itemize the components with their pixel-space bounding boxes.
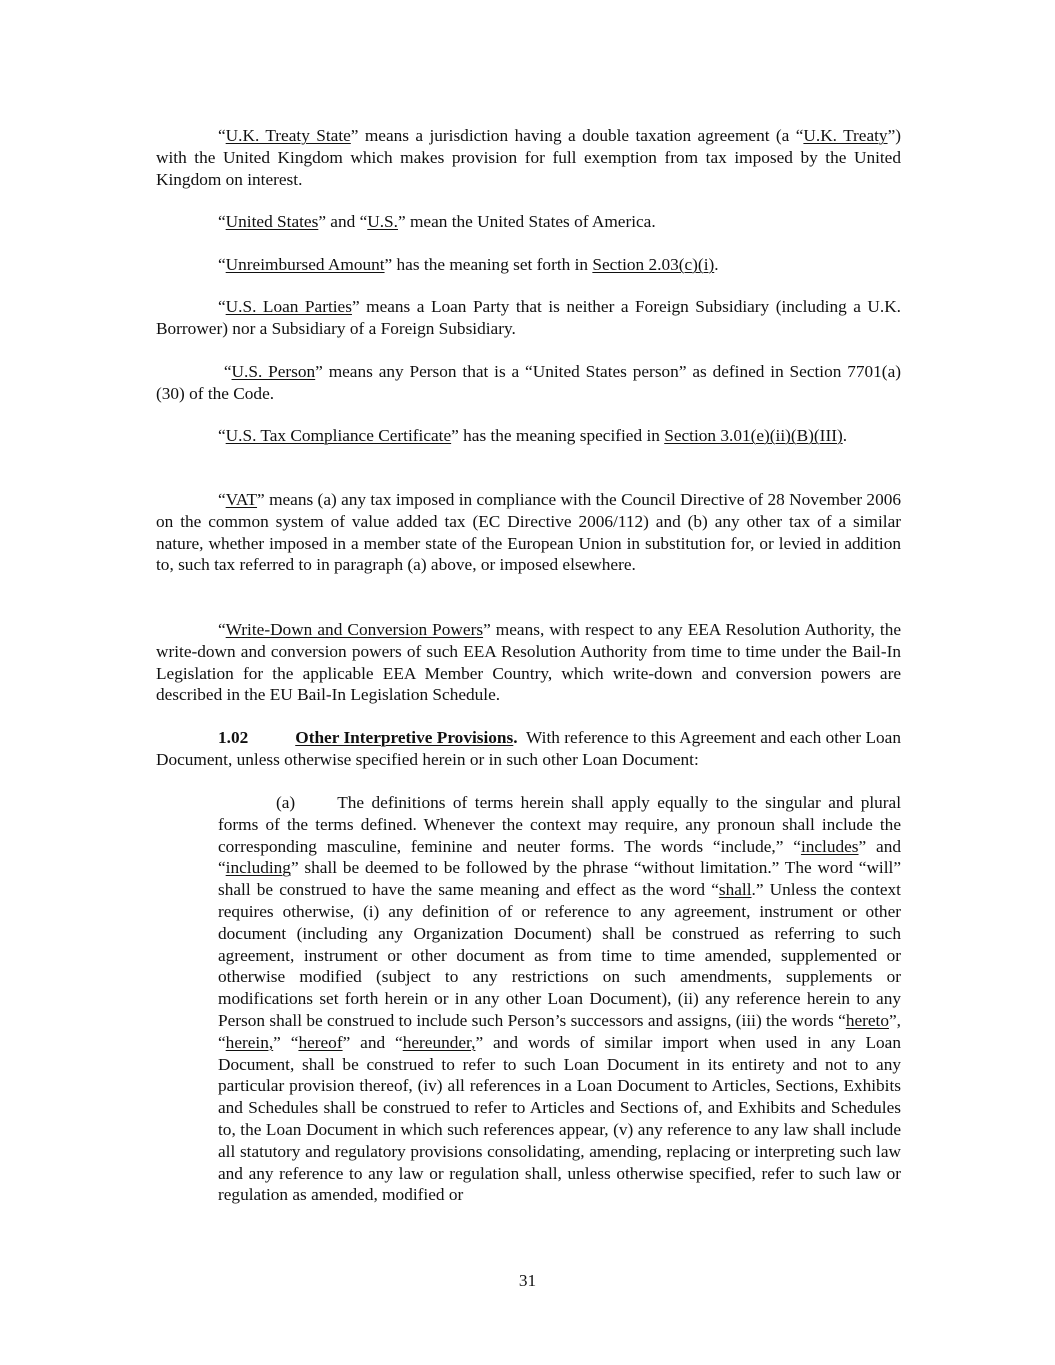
defined-term: Write-Down and Conversion Powers	[225, 620, 484, 639]
clause-a	[218, 792, 901, 1206]
defined-term: U.S. Tax Compliance Certificate	[225, 426, 452, 445]
section-heading: Other Interpretive Provisions	[295, 728, 514, 747]
definition-united-states	[156, 211, 901, 233]
definition-text: ” means, with respect to any EEA Resolution Authority, the write-down and conversion powers of such EEA Resolution Authority from time to time under the Bail-In Legislation for the applicable EEA Member Country, which write-down and conversion powers are described in the EU Bail-In Legislation Schedule.	[156, 620, 902, 705]
defined-term: U.S.	[367, 212, 398, 231]
quote: “	[218, 362, 232, 381]
quote: “	[218, 126, 226, 145]
definition-text: ” means (a) any tax imposed in compliance with the Council Directive of 28 November 2006 on the common system of value added tax (EC Directive 2006/112) and (b) any other tax of a similar nature, whether imposed in a member state of the European Union in substitution for, or levied in addition to, such tax referred to in paragraph (a) above, or imposed elsewhere.	[156, 490, 901, 575]
section-intro: With reference to this Agreement and each other Loan Document, unless otherwise specified herein or in such other Loan Document:	[156, 728, 906, 769]
underlined-word: shall	[718, 880, 752, 900]
defined-term: U.S. Loan Parties	[225, 297, 352, 316]
clause-text: ” shall be deemed to be followed by the phrase “without limitation.” The word “will” shall be construed to have the same meaning and effect as the word “	[218, 858, 901, 900]
section-reference: Section 3.01(e)(ii)(B)(III)	[664, 426, 843, 445]
defined-term: U.S. Person	[231, 362, 316, 381]
definition-text: ” mean the United States of America.	[397, 212, 656, 231]
underlined-word: including	[225, 858, 291, 878]
heading-period: .	[513, 728, 518, 747]
definition-text: .	[842, 426, 848, 445]
quote: “	[218, 426, 226, 445]
defined-term: VAT	[225, 490, 258, 509]
defined-term: United States	[225, 212, 319, 231]
page-number: 31	[518, 1271, 537, 1290]
underlined-word: hereof	[298, 1032, 343, 1052]
underlined-word: includes	[800, 836, 859, 856]
underlined-word: herein,	[225, 1032, 274, 1052]
definition-text: ”) with the United Kingdom which makes provision for full exemption from tax imposed by the United Kingdom on interest.	[156, 126, 901, 189]
clause-text: ” and words of similar import when used in any Loan Document, shall be construed to refer to such Loan Document in its entirety and not to any particular provision thereof, (iv) all references in a Loan Document to Articles, Sections, Exhibits and Schedules shall be construed to refer to Articles and Sections of, and Exhibits and Schedules to, the Loan Document in which such references appear, (v) any reference to any law shall include all statutory and regulatory provisions consolidating, amending, replacing or interpreting such law and any reference to any law or regulation shall, unless otherwise specified, refer to such law or regulation as amended, modified or	[218, 1032, 901, 1205]
clause-text: ” “	[273, 1032, 299, 1052]
clause-text: The definitions of terms herein shall apply equally to the singular and plural forms of the terms defined. Whenever the context may require, any pronoun shall include the corresponding masculine, feminine and neuter forms. The words “include,” “	[218, 793, 901, 856]
definition-us-tax-compliance-certificate	[156, 425, 901, 447]
quote: “	[218, 490, 226, 509]
definition-text: ” means a jurisdiction having a double taxation agreement (a “	[350, 126, 804, 145]
definition-uk-treaty-state	[156, 125, 901, 190]
definition-us-person	[156, 361, 901, 405]
section-number: 1.02	[218, 728, 249, 747]
quote: “	[218, 297, 226, 316]
defined-term: U.K. Treaty	[803, 126, 888, 145]
defined-term: Unreimbursed Amount	[225, 255, 385, 274]
definition-write-down-conversion-powers	[156, 619, 901, 706]
definition-text: ” means any Person that is a “United States person” as defined in Section 7701(a)(30) of the Code.	[156, 362, 901, 403]
clause-text: .” Unless the context requires otherwise, (i) any definition of or reference to any agreement, instrument or other document (including any Organization Document) shall be construed as referring to such agreement, instrument or other document as from time to time amended, supplemented or otherwise modified (subject to any restrictions on such amendments, supplements or modifications set forth herein or in any other Loan Document), (ii) any reference herein to any Person shall be construed to include such Person’s successors and assigns, (iii) the words “	[218, 880, 901, 1030]
underlined-word: hereunder,	[402, 1032, 476, 1052]
definition-text: ” has the meaning set forth in	[384, 255, 593, 274]
definition-text: .	[714, 255, 719, 274]
quote: “	[218, 212, 226, 231]
definition-unreimbursed-amount	[156, 254, 901, 276]
defined-term: U.K. Treaty State	[225, 126, 351, 145]
definition-text: ” means a Loan Party that is neither a Foreign Subsidiary (including a U.K. Borrower) nor a Subsidiary of a Foreign Subsidiary.	[156, 297, 901, 338]
clause-label: (a)	[276, 793, 296, 812]
definition-us-loan-parties	[156, 296, 901, 340]
definition-vat	[156, 489, 901, 576]
definition-text: ” has the meaning specified in	[451, 426, 665, 445]
clause-text: ” and “	[218, 836, 901, 878]
section-reference: Section 2.03(c)(i)	[592, 255, 715, 274]
clause-text: ” and “	[342, 1032, 403, 1052]
underlined-word: hereto	[845, 1010, 889, 1030]
definition-text: ” and “	[318, 212, 368, 231]
clause-text: ”, “	[218, 1010, 901, 1052]
quote: “	[218, 255, 226, 274]
quote: “	[218, 620, 226, 639]
section-1-02	[156, 727, 906, 771]
